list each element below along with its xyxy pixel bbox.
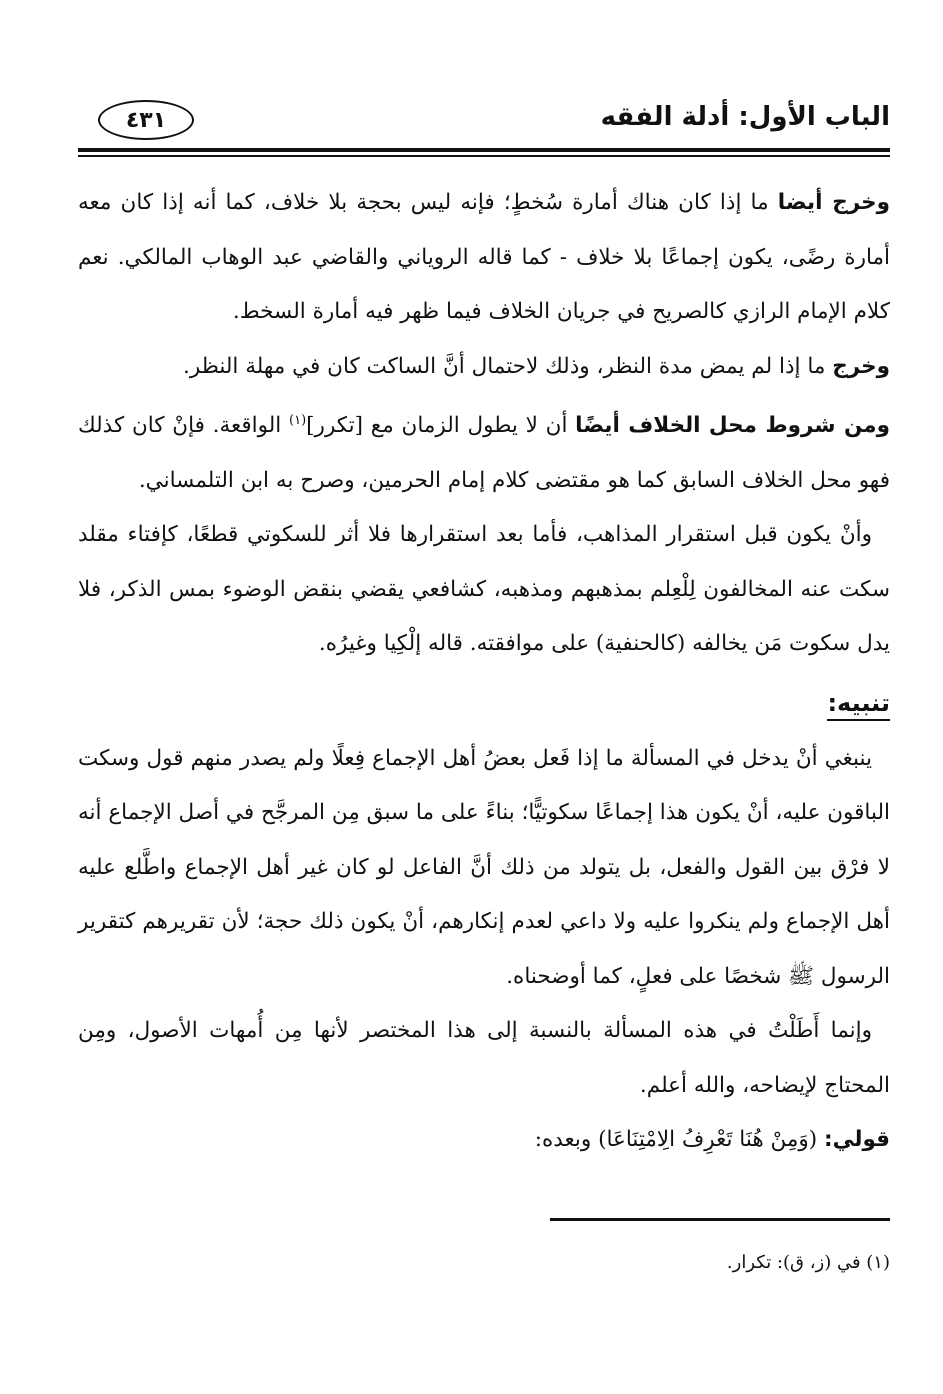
paragraph-3-lead: ومن شروط محل الخلاف أيضًا: [575, 413, 890, 439]
notice-heading-label: تنبيه:: [827, 689, 890, 721]
footnote-reference[interactable]: (١): [289, 413, 307, 428]
page-number-badge: [98, 100, 194, 140]
header-rule-thick: [78, 148, 890, 152]
paragraph-1-text: ما إذا كان هناك أمارة سُخطٍ؛ فإنه ليس بحجة بلا خلاف، كما أنه إذا كان معه أمارة رضًى، يكون إجماعًا بلا خلاف - كما قاله الروياني والقاضي عبد الوهاب المالكي. نعم كلام الإمام الرازي كالصريح في جريان الخلاف فيما ظهر فيه أمارة السخط.: [78, 190, 890, 324]
main-text: [78, 176, 890, 1168]
document-page: [78, 90, 890, 1350]
notice-heading: [78, 680, 890, 726]
paragraph-7-text: (وَمِنْ هُنَا تَعْرِفُ الِامْتِنَاعَا) وبعده:: [534, 1127, 825, 1153]
paragraph-5: ينبغي أنْ يدخل في المسألة ما إذا فَعل بعضُ أهل الإجماع فِعلًا ولم يصدر منهم قول وسكت الباقون عليه، أنْ يكون هذا إجماعًا سكوتيًّا؛ بناءً على ما سبق مِن المرجَّح في أصل الإجماع أنه لا فرْق بين القول والفعل، بل يتولد من ذلك أنَّ الفاعل لو كان غير أهل الإجماع واطَّلع عليه أهل الإجماع ولم ينكروا عليه ولا داعي لعدم إنكارهم، أنْ يكون ذلك حجة؛ لأن تقريرهم كتقرير الرسول ﷺ شخصًا على فعلٍ، كما أوضحناه.: [78, 745, 890, 989]
header-rule-thin: [78, 155, 890, 157]
paragraph-2-text: ما إذا لم يمض مدة النظر، وذلك لاحتمال أنَّ الساكت كان في مهلة النظر.: [183, 353, 833, 379]
paragraph-1-lead: وخرج أيضا: [777, 190, 891, 215]
paragraph-1: [78, 176, 890, 340]
page-number: ٤٣١: [125, 107, 167, 133]
paragraph-3: [78, 394, 890, 508]
paragraph-4: وأنْ يكون قبل استقرار المذاهب، فأما بعد استقرارها فلا أثر للسكوتي قطعًا، كإفتاء مقلد سكت عنه المخالفون لِلْعِلم بمذهبهم ومذهبه، كشافعي يقضي بنقض الوضوء بمس الذكر، فلا يدل سكوت مَن يخالفه (كالحنفية) على موافقته. قاله إلْكِيا وغيرُه.: [78, 522, 890, 657]
paragraph-2: [78, 340, 890, 395]
chapter-title: الباب الأول: أدلة الفقه: [600, 102, 890, 132]
paragraph-7: [78, 1113, 890, 1168]
paragraph-6: وإنما أَطَلْتُ في هذه المسألة بالنسبة إلى هذا المختصر لأنها مِن أُمهات الأصول، ومِن المحتاج لإيضاحه، والله أعلم.: [78, 1018, 890, 1098]
paragraph-2-lead: وخرج: [832, 353, 890, 379]
paragraph-7-lead: قولي:: [824, 1127, 890, 1153]
paragraph-3-text-b: الواقعة. فإنْ كان كذلك فهو محل الخلاف السابق كما هو مقتضى كلام إمام الحرمين، وصرح به ابن التلمساني.: [78, 413, 890, 493]
footnote: (١) في (ز، ق): تكرار.: [726, 1252, 890, 1273]
paragraph-3-text-a: أن لا يطول الزمان مع [تكرر]: [306, 413, 576, 439]
page-header: [78, 90, 890, 150]
footnote-separator: [550, 1218, 890, 1221]
